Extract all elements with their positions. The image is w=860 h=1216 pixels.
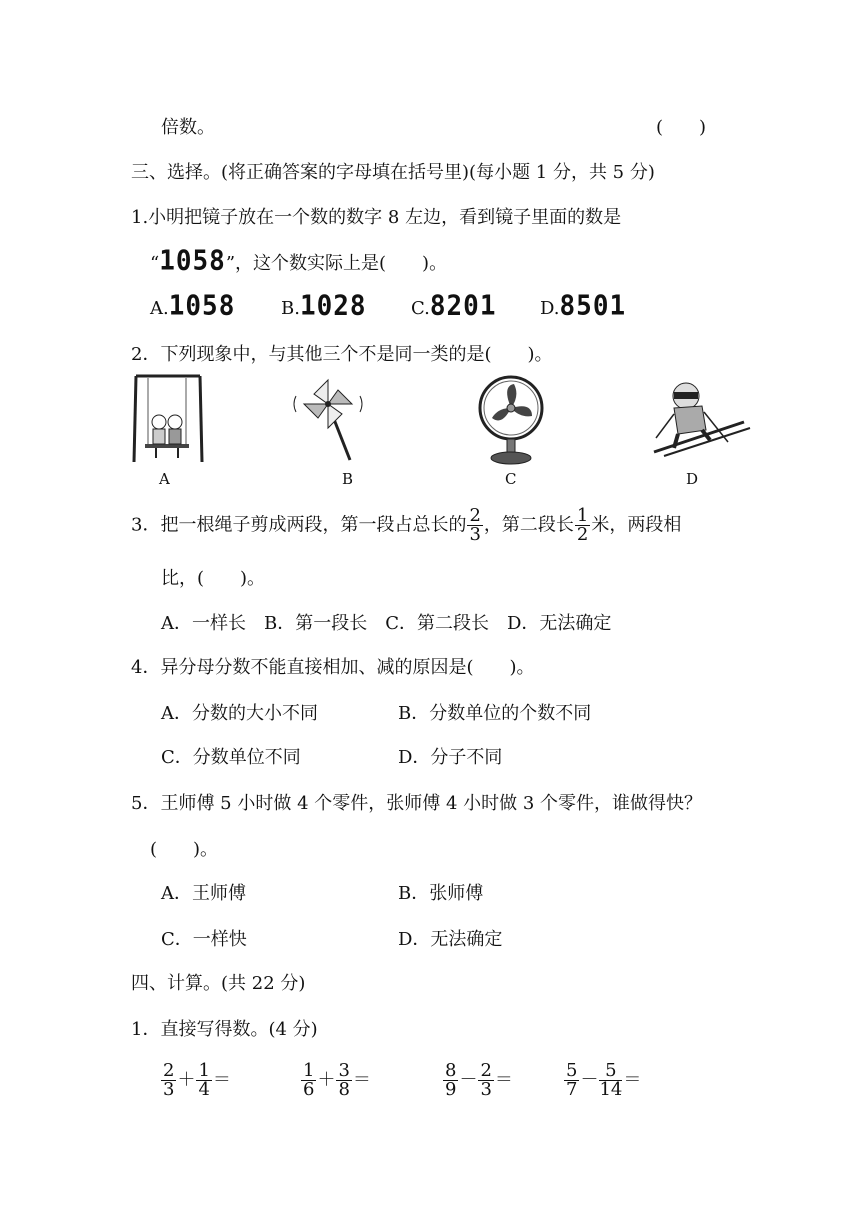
fraction xyxy=(564,1062,579,1099)
q1-option-a xyxy=(150,290,236,322)
q3-line2: 比，( )。 xyxy=(161,568,266,589)
image-label-d: D xyxy=(686,470,699,488)
mirror-number: 1058 xyxy=(159,245,226,277)
image-label-c: C xyxy=(505,470,517,488)
image-label-a: A xyxy=(159,470,170,488)
fraction xyxy=(161,1062,176,1099)
equals-sign: ＝ xyxy=(212,1069,231,1091)
q3-part3: 米，两段相 xyxy=(591,514,682,536)
numerator: 2 xyxy=(163,1060,175,1081)
option-value: 8201 xyxy=(429,290,497,322)
fraction xyxy=(575,507,590,544)
option-letter: B. xyxy=(281,298,300,319)
q1-option-d xyxy=(540,290,627,322)
denominator: 6 xyxy=(303,1079,315,1100)
q1-line2-rest: ”，这个数实际上是( )。 xyxy=(225,253,448,274)
skier-icon xyxy=(644,378,754,458)
fraction xyxy=(599,1062,622,1099)
numerator: 5 xyxy=(599,1062,622,1081)
section-3-title: 三、选择。(将正确答案的字母填在括号里)(每小题 1 分，共 5 分) xyxy=(131,162,655,183)
q1-option-b xyxy=(281,290,367,322)
q4-option-c: C．分数单位不同 xyxy=(161,747,301,768)
numerator: 8 xyxy=(445,1060,457,1081)
numerator: 1 xyxy=(576,505,589,526)
numerator: 2 xyxy=(480,1060,492,1081)
equals-sign: ＝ xyxy=(623,1069,642,1091)
open-quote: “ xyxy=(150,253,160,274)
operator: － xyxy=(580,1069,599,1091)
denominator: 4 xyxy=(198,1079,210,1100)
pinwheel-icon xyxy=(288,374,370,464)
option-value: 1058 xyxy=(168,290,236,322)
fraction xyxy=(196,1062,211,1099)
denominator: 8 xyxy=(338,1079,350,1100)
q4-option-b: B．分数单位的个数不同 xyxy=(398,703,592,724)
q5-option-c: C．一样快 xyxy=(161,929,247,950)
q4-option-a: A．分数的大小不同 xyxy=(161,703,318,724)
option-letter: A. xyxy=(150,298,169,319)
expression-1 xyxy=(160,1062,231,1099)
prev-question-tail: 倍数。 xyxy=(161,117,215,138)
q3-part2: ，第二段长 xyxy=(483,514,574,536)
q2-stem: 2．下列现象中，与其他三个不是同一类的是( )。 xyxy=(131,344,553,365)
numerator: 5 xyxy=(566,1060,578,1081)
q3-options: A．一样长 B．第一段长 C．第二段长 D．无法确定 xyxy=(161,613,612,634)
q1-stem: 1.小明把镜子放在一个数的数字 8 左边，看到镜子里面的数是 xyxy=(131,207,622,228)
numerator: 1 xyxy=(198,1060,210,1081)
option-letter: D. xyxy=(540,298,560,319)
fraction xyxy=(336,1062,351,1099)
fraction xyxy=(478,1062,493,1099)
numerator: 1 xyxy=(303,1060,315,1081)
q5-option-b: B．张师傅 xyxy=(398,883,484,904)
fraction xyxy=(443,1062,458,1099)
denominator: 7 xyxy=(566,1079,578,1100)
expression-2 xyxy=(300,1062,371,1099)
q5-stem: 5．王师傅 5 小时做 4 个零件，张师傅 4 小时做 3 个零件，谁做得快？ xyxy=(131,793,703,814)
equals-sign: ＝ xyxy=(494,1069,513,1091)
option-value: 8501 xyxy=(559,290,627,322)
image-label-b: B xyxy=(342,470,354,488)
denominator: 3 xyxy=(480,1079,492,1100)
fraction xyxy=(301,1062,316,1099)
numerator: 3 xyxy=(338,1060,350,1081)
denominator: 9 xyxy=(445,1079,457,1100)
q4-stem: 4．异分母分数不能直接相加、减的原因是( )。 xyxy=(131,657,535,678)
expression-4 xyxy=(563,1062,641,1099)
q3-stem xyxy=(131,507,681,544)
q5-option-a: A．王师傅 xyxy=(161,883,246,904)
section-4-q1-title: 1．直接写得数。(4 分) xyxy=(131,1019,318,1040)
operator: － xyxy=(459,1069,478,1091)
q4-option-d: D．分子不同 xyxy=(398,747,503,768)
numerator: 2 xyxy=(469,505,481,526)
answer-paren: ( ) xyxy=(656,117,707,138)
equals-sign: ＝ xyxy=(352,1069,371,1091)
denominator: 14 xyxy=(599,1079,623,1100)
denominator: 3 xyxy=(469,524,481,545)
q1-option-c xyxy=(411,290,497,322)
fraction xyxy=(467,507,482,544)
swing-icon xyxy=(128,372,208,464)
operator: ＋ xyxy=(177,1069,196,1091)
electric-fan-icon xyxy=(476,374,546,466)
option-letter: C. xyxy=(411,298,430,319)
q5-option-d: D．无法确定 xyxy=(398,929,503,950)
denominator: 3 xyxy=(163,1079,175,1100)
expression-3 xyxy=(442,1062,513,1099)
section-4-title: 四、计算。(共 22 分) xyxy=(131,973,306,994)
option-value: 1028 xyxy=(299,290,367,322)
q1-line2 xyxy=(150,245,448,277)
operator: ＋ xyxy=(317,1069,336,1091)
q3-part1: 3．把一根绳子剪成两段，第一段占总长的 xyxy=(131,514,467,536)
denominator: 2 xyxy=(576,524,589,545)
q5-line2: ( )。 xyxy=(150,839,219,860)
